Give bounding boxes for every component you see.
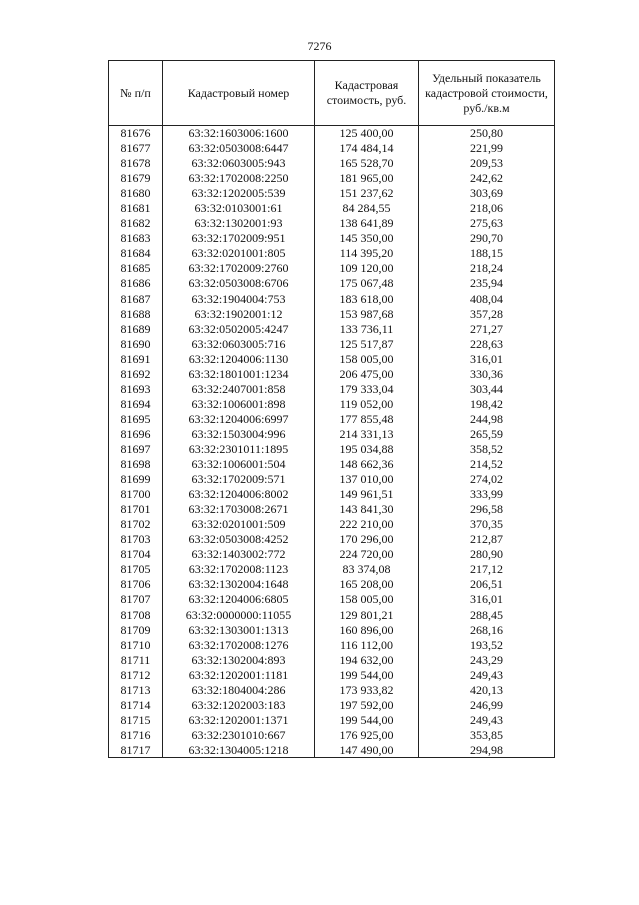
specific-value-cell: 214,52 xyxy=(419,457,555,472)
specific-value-cell: 209,53 xyxy=(419,156,555,171)
table-row xyxy=(109,547,555,562)
row-number-cell: 81717 xyxy=(109,742,163,757)
cadastral-number-cell: 63:32:1202005:539 xyxy=(163,186,315,201)
cadastral-number-cell: 63:32:0502005:4247 xyxy=(163,321,315,336)
cadastral-number-cell: 63:32:1204006:6997 xyxy=(163,411,315,426)
cadastral-number-cell: 63:32:2301010:667 xyxy=(163,727,315,742)
table-row xyxy=(109,396,555,411)
specific-value-cell: 290,70 xyxy=(419,231,555,246)
page-number: 7276 xyxy=(307,39,332,53)
table-row xyxy=(109,156,555,171)
table-row xyxy=(109,742,555,757)
cadastral-number-cell: 63:32:1804004:286 xyxy=(163,682,315,697)
table-row xyxy=(109,712,555,727)
cadastral-value-cell: 194 632,00 xyxy=(315,652,419,667)
cadastral-number-cell: 63:32:2407001:858 xyxy=(163,381,315,396)
table-header xyxy=(109,61,555,126)
table-row xyxy=(109,126,555,141)
table-row xyxy=(109,306,555,321)
cadastral-value-cell: 165 528,70 xyxy=(315,156,419,171)
table-row xyxy=(109,231,555,246)
row-number-cell: 81694 xyxy=(109,396,163,411)
row-number-cell: 81707 xyxy=(109,592,163,607)
row-number-cell: 81705 xyxy=(109,562,163,577)
row-number-cell: 81690 xyxy=(109,336,163,351)
cadastral-value-cell: 145 350,00 xyxy=(315,231,419,246)
header-cadastral-value: Кадастровая стоимость, руб. xyxy=(315,61,419,126)
specific-value-cell: 303,44 xyxy=(419,381,555,396)
cadastral-number-cell: 63:32:0103001:61 xyxy=(163,201,315,216)
cadastral-number-cell: 63:32:1904004:753 xyxy=(163,291,315,306)
cadastral-number-cell: 63:32:0503008:6447 xyxy=(163,141,315,156)
table-row xyxy=(109,171,555,186)
cadastral-value-cell: 158 005,00 xyxy=(315,592,419,607)
header-row xyxy=(109,61,555,126)
row-number-cell: 81716 xyxy=(109,727,163,742)
table-row xyxy=(109,411,555,426)
specific-value-cell: 235,94 xyxy=(419,276,555,291)
cadastral-value-cell: 165 208,00 xyxy=(315,577,419,592)
row-number-cell: 81710 xyxy=(109,637,163,652)
cadastral-value-cell: 214 331,13 xyxy=(315,426,419,441)
cadastral-value-cell: 148 662,36 xyxy=(315,457,419,472)
cadastral-value-cell: 183 618,00 xyxy=(315,291,419,306)
row-number-cell: 81681 xyxy=(109,201,163,216)
cadastral-number-cell: 63:32:1202003:183 xyxy=(163,697,315,712)
header-specific-value: Удельный показатель кадастровой стоимости, руб./кв.м xyxy=(419,61,555,126)
row-number-cell: 81698 xyxy=(109,457,163,472)
cadastral-value-cell: 119 052,00 xyxy=(315,396,419,411)
table-row xyxy=(109,577,555,592)
cadastral-number-cell: 63:32:1204006:8002 xyxy=(163,487,315,502)
cadastral-number-cell: 63:32:1603006:1600 xyxy=(163,126,315,141)
table-row xyxy=(109,216,555,231)
specific-value-cell: 193,52 xyxy=(419,637,555,652)
specific-value-cell: 316,01 xyxy=(419,592,555,607)
row-number-cell: 81693 xyxy=(109,381,163,396)
specific-value-cell: 249,43 xyxy=(419,667,555,682)
cadastral-value-cell: 83 374,08 xyxy=(315,562,419,577)
row-number-cell: 81688 xyxy=(109,306,163,321)
cadastral-value-cell: 195 034,88 xyxy=(315,441,419,456)
table-row xyxy=(109,321,555,336)
table-row xyxy=(109,652,555,667)
table-row xyxy=(109,246,555,261)
table-row xyxy=(109,727,555,742)
cadastral-number-cell: 63:32:1902001:12 xyxy=(163,306,315,321)
row-number-cell: 81686 xyxy=(109,276,163,291)
cadastral-value-table xyxy=(108,60,555,758)
cadastral-number-cell: 63:32:1801001:1234 xyxy=(163,366,315,381)
table-body xyxy=(109,126,555,758)
cadastral-value-cell: 133 736,11 xyxy=(315,321,419,336)
cadastral-number-cell: 63:32:0201001:509 xyxy=(163,517,315,532)
table-row xyxy=(109,186,555,201)
table-row xyxy=(109,697,555,712)
table-row xyxy=(109,682,555,697)
row-number-cell: 81689 xyxy=(109,321,163,336)
cadastral-value-cell: 149 961,51 xyxy=(315,487,419,502)
table-row xyxy=(109,366,555,381)
cadastral-number-cell: 63:32:1702009:951 xyxy=(163,231,315,246)
cadastral-value-cell: 176 925,00 xyxy=(315,727,419,742)
table-row xyxy=(109,426,555,441)
header-row-number: № п/п xyxy=(109,61,163,126)
row-number-cell: 81697 xyxy=(109,441,163,456)
table-row xyxy=(109,276,555,291)
row-number-cell: 81678 xyxy=(109,156,163,171)
row-number-cell: 81704 xyxy=(109,547,163,562)
cadastral-value-cell: 199 544,00 xyxy=(315,712,419,727)
specific-value-cell: 188,15 xyxy=(419,246,555,261)
specific-value-cell: 271,27 xyxy=(419,321,555,336)
row-number-cell: 81683 xyxy=(109,231,163,246)
row-number-cell: 81711 xyxy=(109,652,163,667)
specific-value-cell: 274,02 xyxy=(419,472,555,487)
cadastral-number-cell: 63:32:1302001:93 xyxy=(163,216,315,231)
specific-value-cell: 296,58 xyxy=(419,502,555,517)
specific-value-cell: 217,12 xyxy=(419,562,555,577)
cadastral-value-cell: 206 475,00 xyxy=(315,366,419,381)
header-cadastral-number: Кадастровый номер xyxy=(163,61,315,126)
row-number-cell: 81709 xyxy=(109,622,163,637)
cadastral-number-cell: 63:32:1703008:2671 xyxy=(163,502,315,517)
table-row xyxy=(109,351,555,366)
specific-value-cell: 268,16 xyxy=(419,622,555,637)
cadastral-number-cell: 63:32:0000000:11055 xyxy=(163,607,315,622)
cadastral-number-cell: 63:32:0201001:805 xyxy=(163,246,315,261)
table-row xyxy=(109,562,555,577)
cadastral-value-cell: 181 965,00 xyxy=(315,171,419,186)
row-number-cell: 81684 xyxy=(109,246,163,261)
table-row xyxy=(109,441,555,456)
cadastral-value-cell: 175 067,48 xyxy=(315,276,419,291)
specific-value-cell: 218,06 xyxy=(419,201,555,216)
row-number-cell: 81677 xyxy=(109,141,163,156)
row-number-cell: 81692 xyxy=(109,366,163,381)
specific-value-cell: 333,99 xyxy=(419,487,555,502)
specific-value-cell: 244,98 xyxy=(419,411,555,426)
cadastral-value-cell: 125 517,87 xyxy=(315,336,419,351)
cadastral-value-cell: 179 333,04 xyxy=(315,381,419,396)
table-row xyxy=(109,291,555,306)
row-number-cell: 81712 xyxy=(109,667,163,682)
table-row xyxy=(109,622,555,637)
cadastral-number-cell: 63:32:1304005:1218 xyxy=(163,742,315,757)
cadastral-number-cell: 63:32:0503008:6706 xyxy=(163,276,315,291)
specific-value-cell: 275,63 xyxy=(419,216,555,231)
table-row xyxy=(109,457,555,472)
cadastral-number-cell: 63:32:2301011:1895 xyxy=(163,441,315,456)
specific-value-cell: 330,36 xyxy=(419,366,555,381)
cadastral-value-cell: 109 120,00 xyxy=(315,261,419,276)
cadastral-number-cell: 63:32:1702009:571 xyxy=(163,472,315,487)
cadastral-number-cell: 63:32:1503004:996 xyxy=(163,426,315,441)
cadastral-value-cell: 177 855,48 xyxy=(315,411,419,426)
cadastral-number-cell: 63:32:1006001:504 xyxy=(163,457,315,472)
specific-value-cell: 370,35 xyxy=(419,517,555,532)
row-number-cell: 81687 xyxy=(109,291,163,306)
specific-value-cell: 280,90 xyxy=(419,547,555,562)
cadastral-value-cell: 116 112,00 xyxy=(315,637,419,652)
specific-value-cell: 408,04 xyxy=(419,291,555,306)
specific-value-cell: 206,51 xyxy=(419,577,555,592)
row-number-cell: 81696 xyxy=(109,426,163,441)
specific-value-cell: 288,45 xyxy=(419,607,555,622)
row-number-cell: 81701 xyxy=(109,502,163,517)
cadastral-number-cell: 63:32:1006001:898 xyxy=(163,396,315,411)
table-row xyxy=(109,502,555,517)
row-number-cell: 81680 xyxy=(109,186,163,201)
specific-value-cell: 303,69 xyxy=(419,186,555,201)
table-row xyxy=(109,637,555,652)
table-row xyxy=(109,261,555,276)
row-number-cell: 81691 xyxy=(109,351,163,366)
cadastral-number-cell: 63:32:1702008:2250 xyxy=(163,171,315,186)
row-number-cell: 81703 xyxy=(109,532,163,547)
table-row xyxy=(109,517,555,532)
specific-value-cell: 243,29 xyxy=(419,652,555,667)
cadastral-value-cell: 224 720,00 xyxy=(315,547,419,562)
cadastral-value-cell: 137 010,00 xyxy=(315,472,419,487)
specific-value-cell: 353,85 xyxy=(419,727,555,742)
specific-value-cell: 228,63 xyxy=(419,336,555,351)
cadastral-number-cell: 63:32:1702008:1123 xyxy=(163,562,315,577)
row-number-cell: 81695 xyxy=(109,411,163,426)
row-number-cell: 81700 xyxy=(109,487,163,502)
cadastral-value-cell: 153 987,68 xyxy=(315,306,419,321)
cadastral-value-cell: 147 490,00 xyxy=(315,742,419,757)
cadastral-number-cell: 63:32:1403002:772 xyxy=(163,547,315,562)
specific-value-cell: 265,59 xyxy=(419,426,555,441)
row-number-cell: 81713 xyxy=(109,682,163,697)
cadastral-number-cell: 63:32:1702009:2760 xyxy=(163,261,315,276)
table-row xyxy=(109,381,555,396)
cadastral-number-cell: 63:32:1303001:1313 xyxy=(163,622,315,637)
specific-value-cell: 212,87 xyxy=(419,532,555,547)
row-number-cell: 81708 xyxy=(109,607,163,622)
cadastral-number-cell: 63:32:0603005:716 xyxy=(163,336,315,351)
specific-value-cell: 250,80 xyxy=(419,126,555,141)
cadastral-value-cell: 84 284,55 xyxy=(315,201,419,216)
cadastral-number-cell: 63:32:1302004:1648 xyxy=(163,577,315,592)
specific-value-cell: 357,28 xyxy=(419,306,555,321)
cadastral-number-cell: 63:32:0603005:943 xyxy=(163,156,315,171)
row-number-cell: 81702 xyxy=(109,517,163,532)
row-number-cell: 81682 xyxy=(109,216,163,231)
cadastral-number-cell: 63:32:1202001:1371 xyxy=(163,712,315,727)
cadastral-value-cell: 125 400,00 xyxy=(315,126,419,141)
cadastral-number-cell: 63:32:1202001:1181 xyxy=(163,667,315,682)
cadastral-value-cell: 160 896,00 xyxy=(315,622,419,637)
specific-value-cell: 316,01 xyxy=(419,351,555,366)
table-row xyxy=(109,667,555,682)
specific-value-cell: 242,62 xyxy=(419,171,555,186)
row-number-cell: 81699 xyxy=(109,472,163,487)
cadastral-value-cell: 143 841,30 xyxy=(315,502,419,517)
specific-value-cell: 249,43 xyxy=(419,712,555,727)
cadastral-number-cell: 63:32:0503008:4252 xyxy=(163,532,315,547)
table-row xyxy=(109,201,555,216)
table-row xyxy=(109,532,555,547)
cadastral-number-cell: 63:32:1302004:893 xyxy=(163,652,315,667)
table-row xyxy=(109,472,555,487)
row-number-cell: 81676 xyxy=(109,126,163,141)
cadastral-value-cell: 151 237,62 xyxy=(315,186,419,201)
cadastral-number-cell: 63:32:1702008:1276 xyxy=(163,637,315,652)
cadastral-value-cell: 158 005,00 xyxy=(315,351,419,366)
table-row xyxy=(109,141,555,156)
table-row xyxy=(109,487,555,502)
specific-value-cell: 198,42 xyxy=(419,396,555,411)
cadastral-value-cell: 197 592,00 xyxy=(315,697,419,712)
specific-value-cell: 358,52 xyxy=(419,441,555,456)
table-row xyxy=(109,607,555,622)
cadastral-value-cell: 173 933,82 xyxy=(315,682,419,697)
cadastral-value-cell: 170 296,00 xyxy=(315,532,419,547)
table-row xyxy=(109,592,555,607)
row-number-cell: 81715 xyxy=(109,712,163,727)
specific-value-cell: 218,24 xyxy=(419,261,555,276)
specific-value-cell: 221,99 xyxy=(419,141,555,156)
row-number-cell: 81714 xyxy=(109,697,163,712)
cadastral-number-cell: 63:32:1204006:6805 xyxy=(163,592,315,607)
cadastral-value-cell: 129 801,21 xyxy=(315,607,419,622)
specific-value-cell: 246,99 xyxy=(419,697,555,712)
cadastral-value-cell: 174 484,14 xyxy=(315,141,419,156)
table-row xyxy=(109,336,555,351)
row-number-cell: 81679 xyxy=(109,171,163,186)
cadastral-value-cell: 199 544,00 xyxy=(315,667,419,682)
row-number-cell: 81706 xyxy=(109,577,163,592)
row-number-cell: 81685 xyxy=(109,261,163,276)
cadastral-number-cell: 63:32:1204006:1130 xyxy=(163,351,315,366)
cadastral-value-cell: 222 210,00 xyxy=(315,517,419,532)
specific-value-cell: 294,98 xyxy=(419,742,555,757)
cadastral-value-cell: 114 395,20 xyxy=(315,246,419,261)
specific-value-cell: 420,13 xyxy=(419,682,555,697)
cadastral-value-cell: 138 641,89 xyxy=(315,216,419,231)
